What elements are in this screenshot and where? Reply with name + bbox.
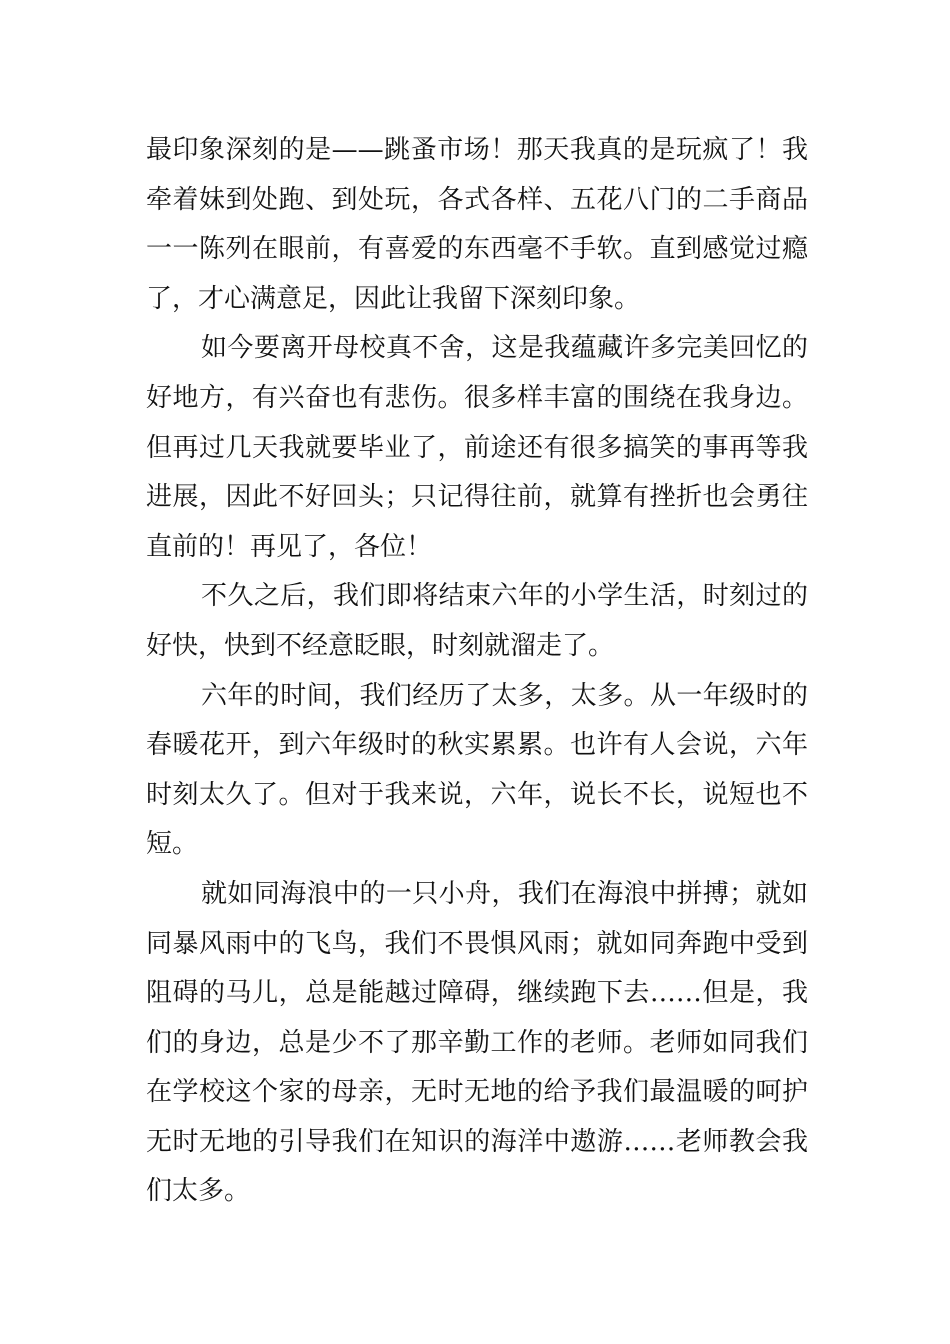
text-line: 牵着妹到处跑、到处玩，各式各样、五花八门的二手商品 [146, 184, 808, 215]
text-line: 最印象深刻的是——跳蚤市场！那天我真的是玩疯了！我 [146, 135, 808, 165]
text-line: 不久之后，我们即将结束六年的小学生活，时刻过的 [201, 581, 808, 612]
text-line: 如今要离开母校真不舍，这是我蕴藏许多完美回忆的 [201, 333, 808, 364]
text-line: 好快，快到不经意眨眼，时刻就溜走了。 [146, 630, 615, 661]
text-line: 在学校这个家的母亲，无时无地的给予我们最温暖的呵护 [146, 1077, 808, 1108]
text-line: 阻碍的马儿，总是能越过障碍，继续跑下去……但是，我 [146, 978, 808, 1009]
text-line: 们的身边，总是少不了那辛勤工作的老师。老师如同我们 [146, 1027, 808, 1058]
text-line: 但再过几天我就要毕业了，前途还有很多搞笑的事再等我 [146, 432, 808, 463]
text-line: 好地方，有兴奋也有悲伤。很多样丰富的围绕在我身边。 [146, 382, 808, 413]
text-line: 了，才心满意足，因此让我留下深刻印象。 [146, 283, 641, 314]
text-line: 直前的！再见了，各位！ [146, 531, 433, 562]
text-line: 无时无地的引导我们在知识的海洋中遨游……老师教会我 [146, 1126, 808, 1157]
text-line: 进展，因此不好回头；只记得往前，就算有挫折也会勇往 [146, 482, 808, 513]
text-line: 春暖花开，到六年级时的秋实累累。也许有人会说，六年 [146, 730, 808, 761]
text-line: 一一陈列在眼前，有喜爱的东西毫不手软。直到感觉过瘾 [146, 234, 808, 265]
text-line: 们太多。 [146, 1176, 251, 1207]
text-line: 时刻太久了。但对于我来说，六年，说长不长，说短也不 [146, 779, 808, 810]
text-line: 短。 [146, 829, 199, 860]
text-line: 同暴风雨中的飞鸟，我们不畏惧风雨；就如同奔跑中受到 [146, 928, 808, 959]
text-line: 就如同海浪中的一只小舟，我们在海浪中拼搏；就如 [201, 878, 808, 909]
text-line: 六年的时间，我们经历了太多，太多。从一年级时的 [201, 680, 808, 711]
document-body [146, 126, 808, 1217]
